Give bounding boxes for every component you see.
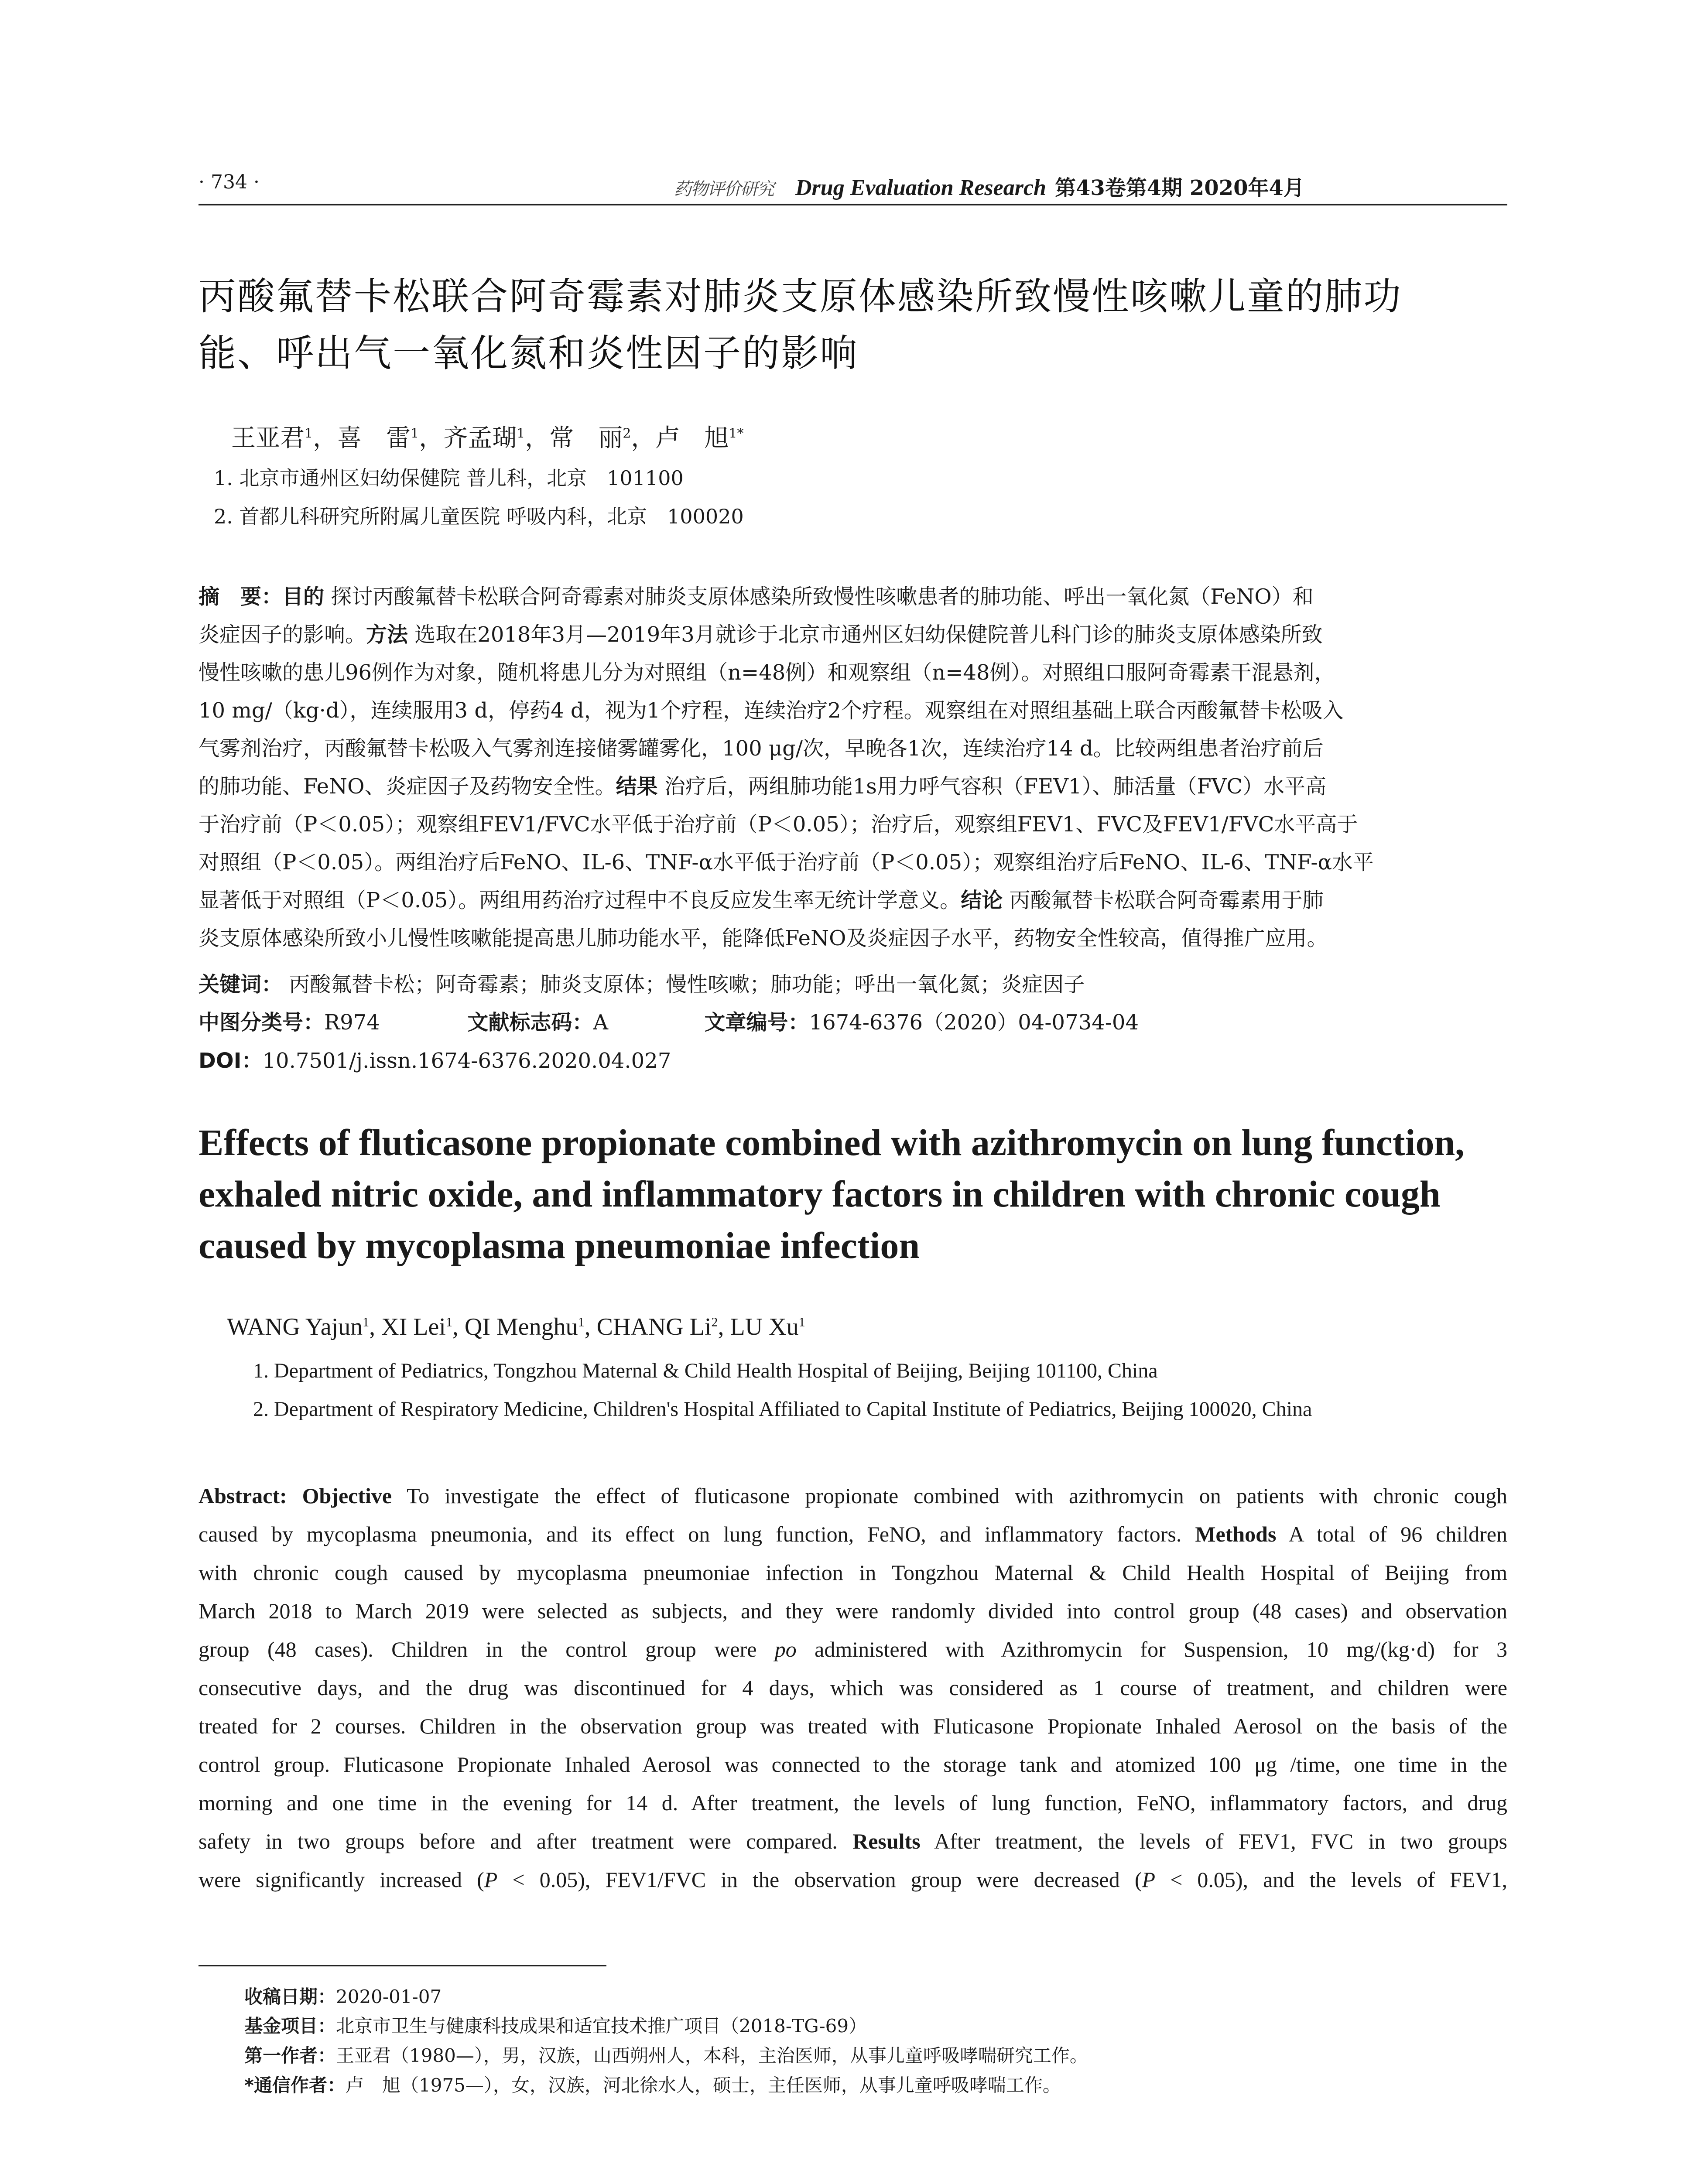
en-abstract-text: To investigate the effect of fluticasone propionate combined with azithromycin on patients with chronic cough	[392, 1484, 1507, 1508]
doc-code-value: A	[593, 1010, 608, 1035]
separator: ,	[718, 1313, 730, 1340]
journal-issue: 第43卷第4期 2020年4月	[1054, 176, 1304, 200]
cn-abstract-text: 选取在2018年3月—2019年3月就诊于北京市通州区妇幼保健院普儿科门诊的肺炎支原体感染所致	[408, 622, 1323, 647]
separator: ,	[369, 1313, 382, 1340]
en-abstract-text: caused by mycoplasma pneumonia, and its effect on lung function, FeNO, and inflammatory factors.	[199, 1522, 1182, 1546]
cn-abstract-text: 治疗后，两组肺功能1s用力呼气容积（FEV1）、肺活量（FVC）水平高	[657, 774, 1327, 799]
footnote-received	[244, 1983, 442, 2009]
en-abstract-text: consecutive days, and the drug was discontinued for 4 days, which was considered as 1 course of treatment, and children were	[199, 1675, 1507, 1700]
en-abstract-italic: P	[484, 1867, 498, 1892]
cn-affiliation-2: 2. 首都儿科研究所附属儿童医院 呼吸内科，北京 100020	[214, 505, 744, 528]
en-author: CHANG Li	[596, 1313, 712, 1340]
separator: ,	[452, 1313, 465, 1340]
cn-title-line-2: 能、呼出气一氧化氮和炎性因子的影响	[199, 332, 859, 375]
separator: ，	[313, 424, 338, 452]
en-abstract-text: with chronic cough caused by mycoplasma pneumoniae infection in Tongzhou Maternal & Child Health Hospital of Beijing from	[199, 1560, 1507, 1585]
en-abstract-text: March 2018 to March 2019 were selected as subjects, and they were randomly divided into control group (48 cases) and observation	[199, 1599, 1507, 1623]
footnote-text: 2020-01-07	[336, 1986, 442, 2007]
en-abstract-text: A total of 96 children	[1276, 1522, 1508, 1546]
cn-author-affil-mark: 1*	[729, 426, 744, 441]
en-title-line-1: Effects of fluticasone propionate combined with azithromycin on lung function,	[199, 1121, 1465, 1163]
en-affiliation-2: 2. Department of Respiratory Medicine, Children's Hospital Affiliated to Capital Institute of Pediatrics, Beijing 100020, China	[253, 1398, 1312, 1421]
cn-abstract-text: 于治疗前（P＜0.05）；观察组FEV1/FVC水平低于治疗前（P＜0.05）；治疗后，观察组FEV1、FVC及FEV1/FVC水平高于	[199, 812, 1358, 837]
keywords	[199, 967, 1085, 998]
journal-logo: 药物评价研究	[674, 179, 774, 199]
separator: ，	[419, 424, 444, 452]
cn-abstract	[199, 578, 1507, 957]
cn-abstract-text: 10 mg/（kg·d），连续服用3 d，停药4 d，视为1个疗程，连续治疗2个疗程。观察组在对照组基础上联合丙酸氟替卡松吸入	[199, 698, 1344, 723]
page-number: · 734 ·	[199, 171, 260, 193]
journal-line	[674, 171, 1304, 201]
doi-label: DOI：	[199, 1049, 263, 1073]
cn-author-affil-mark: 1	[305, 426, 313, 441]
doi-value: 10.7501/j.issn.1674-6376.2020.04.027	[262, 1049, 671, 1073]
footnote-funding	[244, 2012, 867, 2038]
doc-code-label: 文献标志码：	[467, 1010, 593, 1035]
clc-value: R974	[324, 1010, 380, 1035]
cn-title	[199, 268, 1516, 382]
en-author-affil-mark: 2	[711, 1315, 718, 1330]
en-abstract-text: safety in two groups before and after treatment were compared.	[199, 1829, 838, 1853]
en-objective-label: Abstract: Objective	[199, 1484, 392, 1508]
en-abstract-text: group (48 cases). Children in the control group were	[199, 1637, 775, 1661]
en-author: XI Lei	[381, 1313, 446, 1340]
cn-methods-label: 方法	[366, 622, 408, 647]
clc-label: 中图分类号：	[199, 1010, 325, 1035]
cn-abstract-text: 慢性咳嗽的患儿96例作为对象，随机将患儿分为对照组（n=48例）和观察组（n=48例）。对照组口服阿奇霉素干混悬剂，	[199, 660, 1335, 685]
en-abstract-text: treated for 2 courses. Children in the observation group was treated with Fluticasone Propionate Inhaled Aerosol on the basis of the	[199, 1714, 1507, 1738]
article-number-value: 1674-6376（2020）04-0734-04	[809, 1010, 1139, 1035]
separator: ,	[584, 1313, 597, 1340]
header-rule	[199, 204, 1507, 205]
cn-abstract-text: 对照组（P＜0.05）。两组治疗后FeNO、IL-6、TNF-α水平低于治疗前（P＜0.05）；观察组治疗后FeNO、IL-6、TNF-α水平	[199, 850, 1374, 875]
cn-affiliation-1: 1. 北京市通州区妇幼保健院 普儿科，北京 101100	[214, 466, 684, 490]
footnote-text: 北京市卫生与健康科技成果和适宜技术推广项目（2018-TG-69）	[336, 2015, 867, 2037]
cn-abstract-text: 探讨丙酸氟替卡松联合阿奇霉素对肺炎支原体感染所致慢性咳嗽患者的肺功能、呼出一氧化氮（FeNO）和	[324, 585, 1314, 609]
article-number-label: 文章编号：	[704, 1010, 809, 1035]
cn-conclusion-label: 结论	[961, 888, 1003, 913]
cn-author-affil-mark: 1	[411, 426, 419, 441]
journal-name: Drug Evaluation Research	[795, 175, 1046, 200]
cn-abstract-text: 显著低于对照组（P＜0.05）。两组用药治疗过程中不良反应发生率无统计学意义。	[199, 888, 961, 913]
en-author-affil-mark: 1	[363, 1315, 370, 1330]
cn-authors	[231, 419, 743, 454]
en-abstract-text: administered with Azithromycin for Suspension, 10 mg/(kg·d) for 3	[796, 1637, 1507, 1661]
cn-author-affil-mark: 1	[517, 426, 525, 441]
en-abstract-text: < 0.05), FEV1/FVC in the observation group were decreased (	[497, 1867, 1142, 1892]
running-header	[199, 171, 1507, 202]
keywords-label: 关键词：	[199, 972, 283, 997]
en-abstract-text: After treatment, the levels of FEV1, FVC in two groups	[920, 1829, 1507, 1853]
en-author-affil-mark: 1	[798, 1315, 805, 1330]
cn-title-line-1: 丙酸氟替卡松联合阿奇霉素对肺炎支原体感染所致慢性咳嗽儿童的肺功	[199, 275, 1402, 318]
en-title-line-3: caused by mycoplasma pneumoniae infection	[199, 1224, 920, 1266]
en-author: WANG Yajun	[227, 1313, 363, 1340]
footnote-label: 基金项目：	[244, 2015, 336, 2037]
en-abstract-italic: P	[1142, 1867, 1156, 1892]
footnote-text: 卢 旭（1975—），女，汉族，河北徐水人，硕士，主任医师，从事儿童呼吸哮喘工作。	[345, 2075, 1061, 2096]
cn-author-affil-mark: 2	[623, 426, 631, 441]
cn-abstract-text: 的肺功能、FeNO、炎症因子及药物安全性。	[199, 774, 616, 799]
footnote-label: 第一作者：	[244, 2045, 336, 2066]
footnote-label: 收稿日期：	[244, 1986, 336, 2007]
en-abstract	[199, 1477, 1507, 1899]
cn-abstract-text: 气雾剂治疗，丙酸氟替卡松吸入气雾剂连接储雾罐雾化，100 μg/次，早晚各1次，连续治疗14 d。比较两组患者治疗前后	[199, 736, 1324, 761]
cn-author: 常 丽	[549, 424, 623, 452]
en-author: QI Menghu	[464, 1313, 578, 1340]
en-title	[199, 1117, 1516, 1271]
cn-abstract-label: 摘 要：	[199, 585, 283, 609]
classification	[199, 1005, 1139, 1036]
en-abstract-text: morning and one time in the evening for 14 d. After treatment, the levels of lung function, FeNO, inflammatory factors, and drug	[199, 1791, 1507, 1815]
cn-abstract-text: 炎症因子的影响。	[199, 622, 366, 647]
footnote-corresponding-author	[244, 2071, 1061, 2097]
footnote-text: 王亚君（1980—），男，汉族，山西朔州人，本科，主治医师，从事儿童呼吸哮喘研究工作。	[336, 2045, 1088, 2066]
footnote-label: *通信作者：	[244, 2075, 346, 2096]
en-title-line-2: exhaled nitric oxide, and inflammatory factors in children with chronic cough	[199, 1173, 1441, 1215]
en-methods-label: Methods	[1181, 1522, 1277, 1546]
separator: ，	[525, 424, 550, 452]
cn-author: 喜 雷	[337, 424, 411, 452]
en-abstract-italic: po	[774, 1637, 797, 1661]
en-author: LU Xu	[730, 1313, 799, 1340]
en-abstract-text: were significantly increased (	[199, 1867, 484, 1892]
en-abstract-text: control group. Fluticasone Propionate Inhaled Aerosol was connected to the storage tank and atomized 100 μg /time, one time in the	[199, 1752, 1507, 1777]
separator: ，	[631, 424, 656, 452]
cn-results-label: 结果	[616, 774, 658, 799]
en-affiliation-1: 1. Department of Pediatrics, Tongzhou Maternal & Child Health Hospital of Beijing, Beijing 101100, China	[253, 1359, 1158, 1382]
cn-author: 卢 旭	[655, 424, 729, 452]
cn-objective-label: 目的	[282, 585, 325, 609]
en-results-label: Results	[837, 1829, 921, 1853]
cn-abstract-text: 丙酸氟替卡松联合阿奇霉素用于肺	[1003, 888, 1324, 913]
doi	[199, 1044, 671, 1074]
keywords-text: 丙酸氟替卡松；阿奇霉素；肺炎支原体；慢性咳嗽；肺功能；呼出一氧化氮；炎症因子	[282, 972, 1085, 997]
cn-abstract-text: 炎支原体感染所致小儿慢性咳嗽能提高患儿肺功能水平，能降低FeNO及炎症因子水平，药物安全性较高，值得推广应用。	[199, 926, 1328, 950]
cn-author: 王亚君	[231, 424, 305, 452]
en-author-affil-mark: 1	[445, 1315, 452, 1330]
cn-author: 齐孟瑚	[443, 424, 517, 452]
footnote-first-author	[244, 2041, 1088, 2068]
en-abstract-text: < 0.05), and the levels of FEV1,	[1155, 1867, 1508, 1892]
footnote-rule	[199, 1965, 606, 1966]
en-authors	[227, 1313, 805, 1341]
en-author-affil-mark: 1	[578, 1315, 585, 1330]
